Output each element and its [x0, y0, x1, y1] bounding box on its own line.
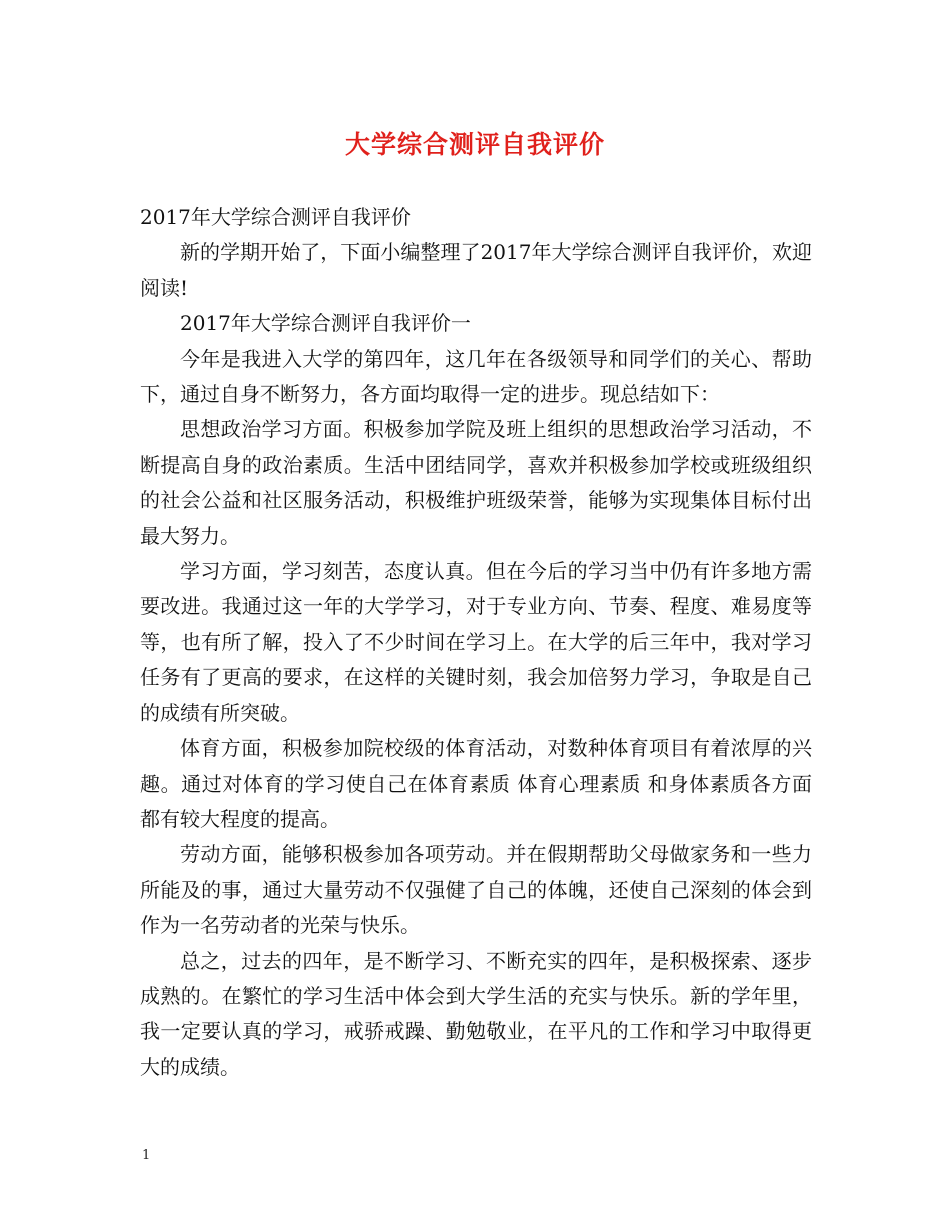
paragraph-sports: 体育方面，积极参加院校级的体育活动，对数种体育项目有着浓厚的兴趣。通过对体育的学习使自己在体育素质 体育心理素质 和身体素质各方面都有较大程度的提高。	[140, 736, 812, 831]
document-title: 大学综合测评自我评价	[344, 130, 605, 159]
paragraph-summary: 总之，过去的四年，是不断学习、不断充实的四年，是积极探索、逐步成熟的。在繁忙的学习生活中体会到大学生活的充实与快乐。新的学年里，我一定要认真的学习，戒骄戒躁、勤勉敬业，在平凡的工作和学习中取得更大的成绩。	[140, 948, 812, 1079]
paragraph-politics: 思想政治学习方面。积极参加学院及班上组织的思想政治学习活动，不断提高自身的政治素质。生活中团结同学，喜欢并积极参加学校或班级组织的社会公益和社区服务活动，积极维护班级荣誉，能够为实现集体目标付出最大努力。	[140, 417, 812, 548]
paragraph-intro: 新的学期开始了，下面小编整理了2017年大学综合测评自我评价，欢迎阅读!	[140, 240, 812, 300]
page-number: 1	[142, 1148, 151, 1163]
paragraph-heading: 2017年大学综合测评自我评价	[140, 205, 411, 229]
document-body	[140, 200, 812, 1085]
paragraph-labor: 劳动方面，能够积极参加各项劳动。并在假期帮助父母做家务和一些力所能及的事，通过大量劳动不仅强健了自己的体魄，还使自己深刻的体会到作为一名劳动者的光荣与快乐。	[140, 842, 812, 938]
paragraph-subheading: 2017年大学综合测评自我评价一	[180, 311, 471, 336]
paragraph-overview: 今年是我进入大学的第四年，这几年在各级领导和同学们的关心、帮助下，通过自身不断努力，各方面均取得一定的进步。现总结如下：	[140, 346, 812, 407]
paragraph-study: 学习方面，学习刻苦，态度认真。但在今后的学习当中仍有许多地方需要改进。我通过这一年的大学学习，对于专业方向、节奏、程度、难易度等等，也有所了解，投入了不少时间在学习上。在大学的后三年中，我对学习任务有了更高的要求，在这样的关键时刻，我会加倍努力学习，争取是自己的成绩有所突破。	[140, 559, 812, 725]
